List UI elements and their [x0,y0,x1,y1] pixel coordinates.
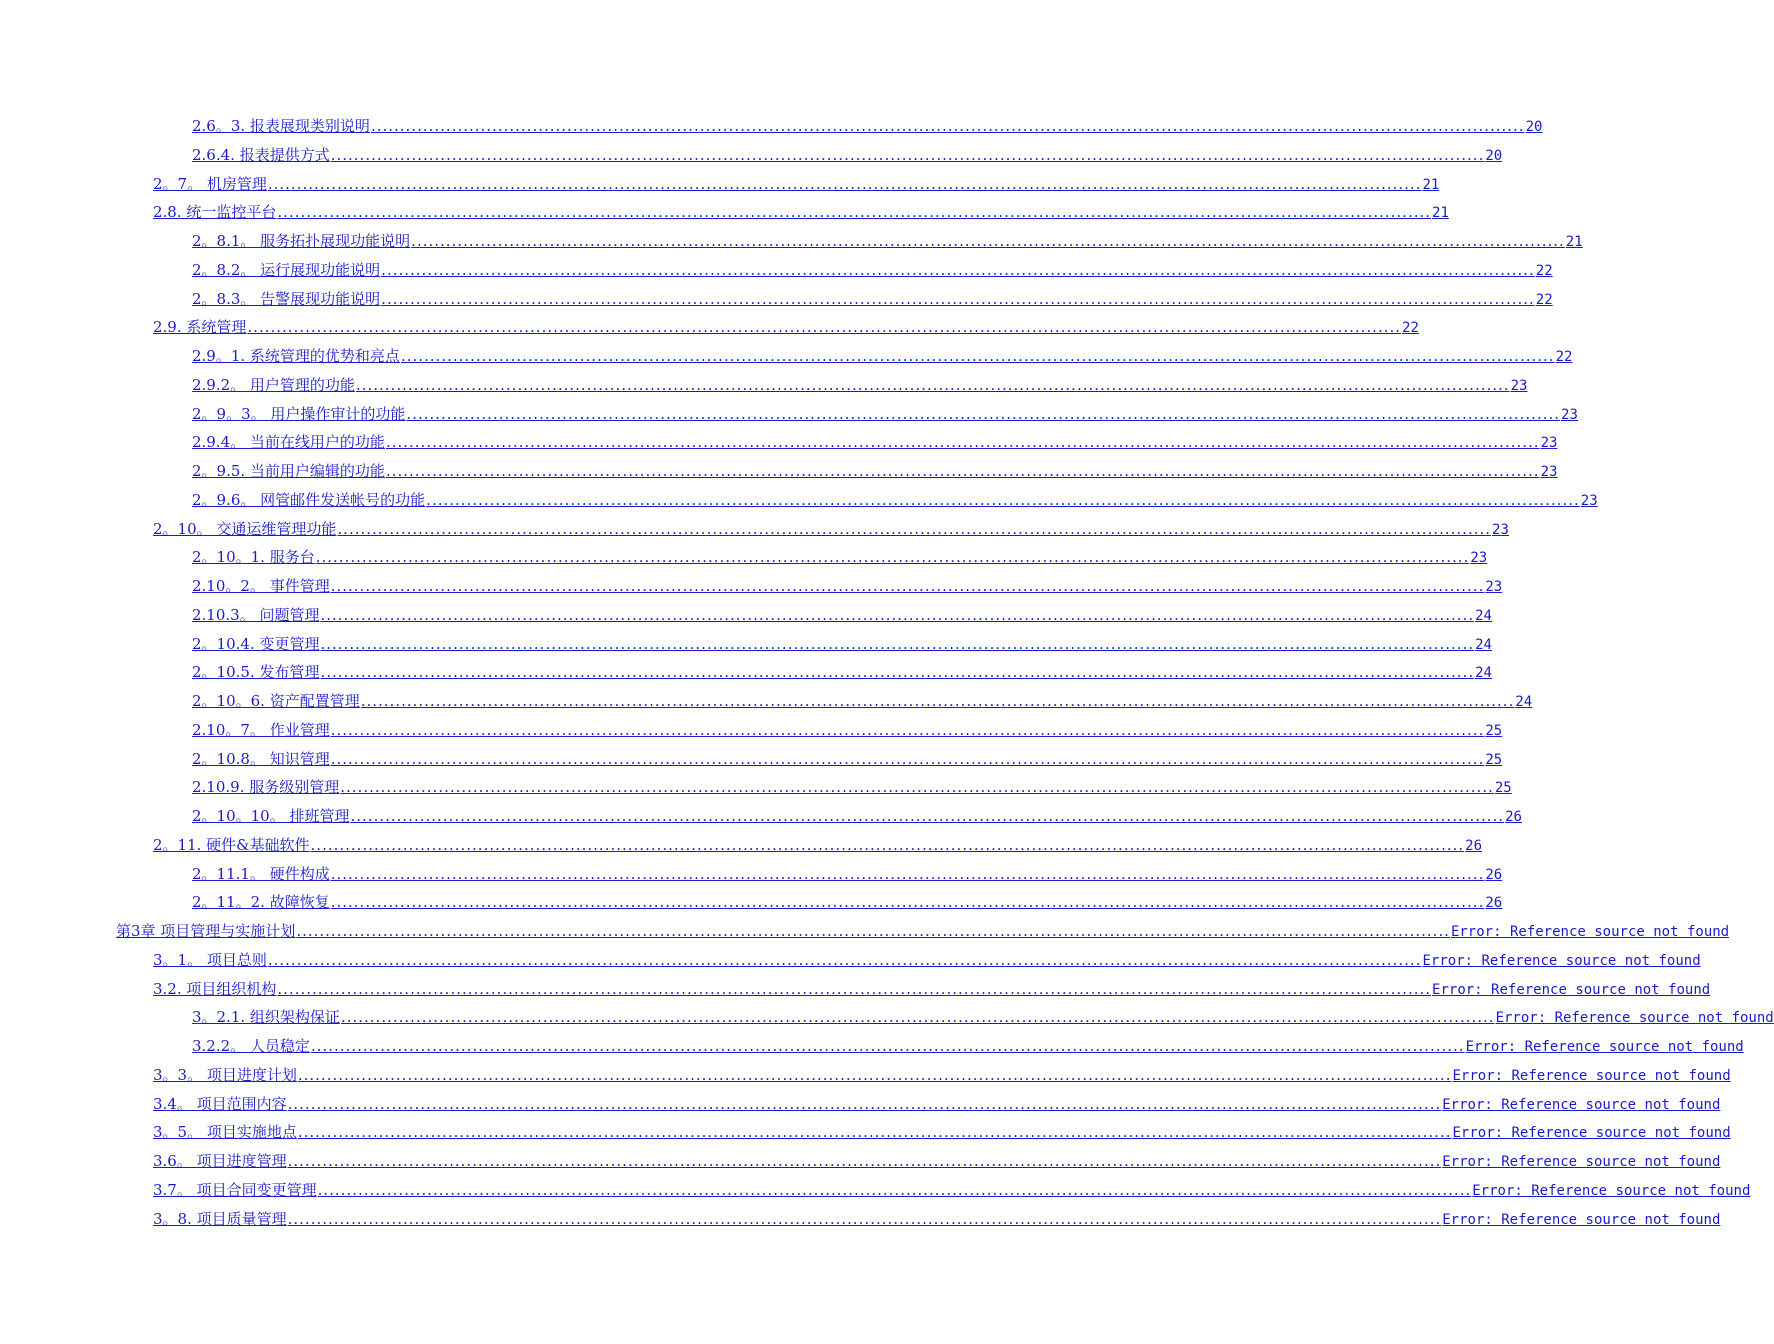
toc-entry-page: Error: Reference source not found [1442,1096,1721,1113]
toc-entry-page: 26 [1465,837,1483,854]
dot-leader: ........................................................................................................................................................................................................ [315,548,1470,567]
toc-entry-title: 2.8. 统一监控平台 [153,203,277,222]
toc-entry[interactable] [192,602,1492,628]
toc-entry-title: 2.6。3. 报表展现类别说明 [192,117,370,135]
toc-entry-title: 2.6.4. 报表提供方式 [192,145,330,164]
toc-entry-title: 2.9. 系统管理 [153,318,247,337]
toc-entry-page: 25 [1494,780,1512,797]
toc-entry[interactable] [153,947,1701,973]
toc-entry-page: Error: Reference source not found [1432,981,1711,998]
dot-leader: ........................................................................................................................................................................................................ [317,1180,1472,1199]
dot-leader: ........................................................................................................................................................................................................ [247,318,1402,337]
toc-entry-page: 23 [1470,550,1488,567]
toc-entry-title: 2.10。7。 作业管理 [192,720,330,739]
toc-entry-page: 23 [1561,406,1578,423]
toc-entry-title: 2。11. 硬件&基础软件 [153,835,310,854]
toc-entry-page: 23 [1540,435,1558,452]
dot-leader: ........................................................................................................................................................................................................ [287,1209,1442,1228]
toc-entry[interactable] [153,1119,1731,1145]
toc-entry[interactable] [192,1033,1744,1059]
toc-entry[interactable] [192,631,1492,657]
toc-entry-title: 3。1。 项目总则 [153,950,267,969]
toc-entry[interactable] [192,1004,1774,1030]
toc-entry-title: 2。11。2. 故障恢复 [192,893,330,912]
toc-entry-page: Error: Reference source not found [1495,1010,1774,1027]
toc-entry-title: 2。10。1. 服务台 [192,548,315,567]
dot-leader: ........................................................................................................................................................................................................ [340,1008,1495,1027]
toc-entry[interactable] [153,314,1419,340]
toc-entry[interactable] [153,1148,1721,1174]
dot-leader: ........................................................................................................................................................................................................ [296,922,1450,940]
toc-entry-title: 2。7。 机房管理 [153,174,267,193]
toc-entry-page: 24 [1515,694,1533,710]
toc-entry-page: Error: Reference source not found [1472,1182,1751,1199]
toc-entry[interactable] [192,487,1598,513]
toc-entry-title: 2.9.2。 用户管理的功能 [192,375,355,394]
toc-entry-page: 23 [1580,492,1598,509]
toc-entry[interactable] [192,228,1583,254]
dot-leader: ........................................................................................................................................................................................................ [411,232,1565,250]
toc-entry-page: 25 [1485,751,1503,768]
toc-entry-title: 3。5。 项目实施地点 [153,1123,297,1142]
toc-entry-page: Error: Reference source not found [1442,1154,1721,1170]
dot-leader: ........................................................................................................................................................................................................ [330,720,1485,739]
toc-entry[interactable] [192,889,1503,915]
dot-leader: ........................................................................................................................................................................................................ [320,634,1475,653]
toc-entry[interactable] [192,113,1543,139]
dot-leader: ........................................................................................................................................................................................................ [340,778,1494,797]
dot-leader: ........................................................................................................................................................................................................ [337,519,1492,538]
toc-entry-title: 2。10.4. 变更管理 [192,634,320,653]
toc-entry-title: 2。11.1。 硬件构成 [192,864,330,883]
toc-entry-title: 2.10.9. 服务级别管理 [192,778,340,797]
toc-entry[interactable] [192,343,1573,369]
toc-entry[interactable] [153,516,1509,542]
toc-entry[interactable] [192,458,1558,484]
toc-entry-title: 2。10.5. 发布管理 [192,663,320,682]
dot-leader: ........................................................................................................................................................................................................ [385,433,1540,452]
toc-entry-title: 3.6。 项目进度管理 [153,1152,287,1170]
toc-entry[interactable] [192,429,1558,455]
toc-entry-page: 21 [1422,176,1440,193]
toc-entry-page: 26 [1505,809,1522,825]
toc-entry-page: Error: Reference source not found [1452,1125,1731,1142]
toc-entry-page: 26 [1485,895,1503,912]
toc-entry[interactable] [192,544,1488,570]
toc-entry-title: 2.9。1. 系统管理的优势和亮点 [192,347,400,365]
toc-entry[interactable] [153,171,1440,197]
dot-leader: ........................................................................................................................................................................................................ [330,145,1485,164]
toc-entry-page: Error: Reference source not found [1450,924,1730,940]
toc-entry-page: 24 [1475,607,1492,624]
dot-leader: ........................................................................................................................................................................................................ [370,117,1525,135]
toc-entry[interactable] [192,861,1503,887]
toc-entry[interactable] [192,746,1503,772]
toc-entry-page: 25 [1485,722,1503,739]
toc-entry-title: 3.7。 项目合同变更管理 [153,1180,317,1199]
dot-leader: ........................................................................................................................................................................................................ [277,203,1432,222]
toc-entry-title: 2.9.4。 当前在线用户的功能 [192,433,385,452]
toc-entry-title: 2。9.6。 网管邮件发送帐号的功能 [192,490,426,509]
toc-entry-page: 24 [1475,665,1492,682]
toc-entry-page: 24 [1475,636,1492,653]
toc-entry-page: 23 [1540,464,1558,480]
dot-leader: ........................................................................................................................................................................................................ [406,404,1561,423]
toc-entry[interactable] [153,832,1483,858]
toc-entry-title: 3。8. 项目质量管理 [153,1209,287,1228]
toc-entry-page: Error: Reference source not found [1422,952,1701,969]
dot-leader: ........................................................................................................................................................................................................ [310,1037,1465,1055]
toc-entry-title: 2。8.2。 运行展现功能说明 [192,260,381,279]
dot-leader: ........................................................................................................................................................................................................ [287,1152,1442,1170]
toc-entry-title: 2。8.3。 告警展现功能说明 [192,289,381,308]
dot-leader: ........................................................................................................................................................................................................ [330,864,1485,883]
toc-entry-page: 23 [1492,521,1509,538]
toc-entry-page: 21 [1565,234,1583,250]
dot-leader: ........................................................................................................................................................................................................ [310,835,1465,854]
toc-entry-page: Error: Reference source not found [1442,1211,1721,1228]
dot-leader: ........................................................................................................................................................................................................ [267,174,1422,193]
toc-entry[interactable] [192,717,1503,743]
toc-entry[interactable] [153,1062,1731,1088]
toc-entry[interactable] [153,199,1449,225]
toc-entry-title: 2.10。2。 事件管理 [192,577,330,595]
toc-entry[interactable] [192,659,1492,685]
dot-leader: ........................................................................................................................................................................................................ [330,577,1485,595]
toc-entry-page: 21 [1432,205,1449,222]
toc-entry-title: 3.2. 项目组织机构 [153,979,277,998]
dot-leader: ........................................................................................................................................................................................................ [330,749,1485,768]
dot-leader: ........................................................................................................................................................................................................ [297,1065,1452,1084]
dot-leader: ........................................................................................................................................................................................................ [320,663,1475,682]
toc-entry-title: 3.4。 项目范围内容 [153,1094,287,1113]
toc-entry-page: 20 [1485,147,1503,164]
toc-entry[interactable] [192,286,1553,312]
dot-leader: ........................................................................................................................................................................................................ [385,462,1540,480]
toc-entry-page: 20 [1525,119,1543,135]
toc-entry-title: 2。10.8。 知识管理 [192,749,330,768]
dot-leader: ........................................................................................................................................................................................................ [350,807,1505,825]
toc-entry[interactable] [153,976,1711,1002]
toc-entry[interactable] [116,918,1730,944]
toc-entry[interactable] [192,688,1533,714]
toc-entry[interactable] [192,803,1522,829]
toc-entry-title: 第3章 项目管理与实施计划 [116,922,296,940]
dot-leader: ........................................................................................................................................................................................................ [297,1123,1452,1142]
dot-leader: ........................................................................................................................................................................................................ [287,1094,1442,1113]
dot-leader: ........................................................................................................................................................................................................ [381,289,1535,308]
toc-entry[interactable] [192,774,1512,800]
dot-leader: ........................................................................................................................................................................................................ [400,347,1555,365]
toc-entry-title: 3。2.1. 组织架构保证 [192,1008,340,1027]
toc-entry-page: 22 [1402,320,1419,337]
toc-entry[interactable] [192,573,1503,599]
toc-entry-title: 3.2.2。 人员稳定 [192,1037,310,1055]
toc-entry-title: 2。10。10。 排班管理 [192,807,350,825]
dot-leader: ........................................................................................................................................................................................................ [267,950,1422,969]
toc-entry-title: 2。10。6. 资产配置管理 [192,692,360,710]
toc-entry[interactable] [153,1206,1721,1232]
toc-entry-title: 2.10.3。 问题管理 [192,605,320,624]
toc-entry-page: Error: Reference source not found [1465,1039,1744,1055]
toc-entry-title: 2。9.5. 当前用户编辑的功能 [192,462,385,480]
dot-leader: ........................................................................................................................................................................................................ [330,893,1485,912]
dot-leader: ........................................................................................................................................................................................................ [360,692,1515,710]
dot-leader: ........................................................................................................................................................................................................ [355,375,1510,394]
toc-entry-page: 26 [1485,866,1503,883]
toc-entry-page: Error: Reference source not found [1452,1067,1731,1084]
toc-entry-title: 3。3。 项目进度计划 [153,1065,297,1084]
toc-entry-page: 22 [1555,349,1573,365]
toc-entry-title: 2。8.1。 服务拓扑展现功能说明 [192,232,411,250]
dot-leader: ........................................................................................................................................................................................................ [277,979,1432,998]
toc-entry-title: 2。10。 交通运维管理功能 [153,519,337,538]
toc-entry[interactable] [153,1091,1721,1117]
toc-entry[interactable] [192,257,1553,283]
toc-entry[interactable] [192,401,1578,427]
toc-entry-title: 2。9。3。 用户操作审计的功能 [192,404,406,423]
dot-leader: ........................................................................................................................................................................................................ [426,490,1580,509]
toc-entry-page: 23 [1510,377,1528,394]
toc-entry[interactable] [153,1177,1751,1203]
toc-entry-page: 23 [1485,579,1503,595]
toc-entry[interactable] [192,142,1503,168]
dot-leader: ........................................................................................................................................................................................................ [320,605,1475,624]
toc-entry-page: 22 [1535,262,1553,279]
toc-entry[interactable] [192,372,1528,398]
dot-leader: ........................................................................................................................................................................................................ [381,260,1535,279]
toc-entry-page: 22 [1535,291,1553,308]
